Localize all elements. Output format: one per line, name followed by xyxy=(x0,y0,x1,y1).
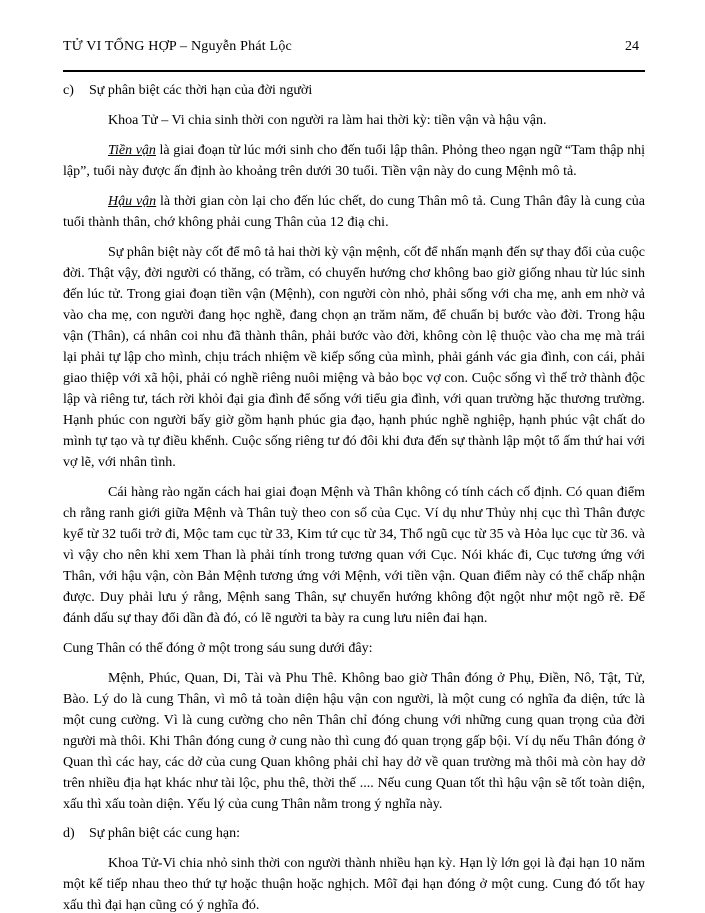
paragraph xyxy=(63,191,645,233)
section-marker: c) xyxy=(63,83,74,98)
paragraph xyxy=(63,668,645,815)
section-heading xyxy=(63,80,645,101)
paragraph xyxy=(63,140,645,182)
page-body xyxy=(63,80,645,913)
section-marker: d) xyxy=(63,826,75,841)
paragraph xyxy=(63,242,645,473)
book-title: TỬ VI TỔNG HỢP – Nguyễn Phát Lộc xyxy=(63,39,292,54)
underlined-term: Hậu vận xyxy=(108,194,157,209)
paragraph xyxy=(63,482,645,629)
paragraph xyxy=(63,638,645,659)
paragraph-text: Cung Thân có thể đóng ở một trong sáu sung dưới đây: xyxy=(63,641,373,656)
paragraph-text: Cái hàng rào ngăn cách hai giai đoạn Mệnh và Thân không có tính cách cố định. Có quan điểm ch rằng ranh giới giữa Mệnh và Thân tuỳ theo con số của Cục. Ví dụ như Thủy nhị cục thì Thân được kyể từ 32 tuổi trở đi, Mộc tam cục từ 33, Kim tứ cục từ 34, Thổ ngũ cục từ 35 và Hỏa lục cục từ 36. và vì vậy cho nên khi xem Than là phải tính trong tương quan với Cục. Nói khác đi, Cục tương ứng với Thân, với hậu vận, còn Bản Mệnh tương ứng với Mệnh, với tiền vận. Quan điểm này có thể chấp nhận được. Duy phải lưu ý rằng, Mệnh sang Thân, sự chuyển hướng không đột ngột như một ngõ rẽ. Để đánh dấu sự thay đổi dần đà đó, có lẽ người ta bày ra cung lưu niên đai hạn. xyxy=(63,485,645,626)
paragraph-text: Mệnh, Phúc, Quan, Di, Tài và Phu Thê. Không bao giờ Thân đóng ở Phụ, Điền, Nô, Tật, Tử, Bào. Lý do là cung Thân, vì mô tả toàn diện hậu vận con người, là một cung có nghĩa đa diện, tức là một cung cường. Vì là cung cường cho nên Thân chỉ đóng chung với những cung quan trọng của đời người mà thôi. Khi Thân đóng cung ở cung nào thì cung đó quan trọng gấp bội. Ví dụ nếu Thân đóng ở Quan thì các hay, các dở của cung Quan không phải chỉ hay dở về quan trường mà thôi mà còn hay dở trên nhiều địa hạt khác như tài lộc, phu thê, thời thế .... Nếu cung Quan tốt thì hậu vận sẽ tốt toàn diện, xấu thì xấu toàn diện. Yếu lý của cung Thân nằm trong ý nghĩa này. xyxy=(63,671,645,812)
page-header xyxy=(63,38,645,56)
paragraph xyxy=(63,110,645,131)
paragraph-text: Khoa Tử – Vi chia sinh thời con người ra làm hai thời kỳ: tiền vận và hậu vận. xyxy=(108,113,547,128)
heading-text: Sự phân biệt các cung hạn: xyxy=(89,826,241,841)
header-rule xyxy=(63,70,645,72)
heading-text: Sự phân biệt các thời hạn của đời người xyxy=(89,83,313,98)
paragraph-text: là giai đoạn từ lúc mới sinh cho đến tuổi lập thân. Phỏng theo ngạn ngữ “Tam thập nhị lập”, tuổi này được ấn định ào khoảng trên dưới 30 tuổi. Tiền vận này do cung Mệnh mô tả. xyxy=(63,143,645,179)
section-heading xyxy=(63,823,645,844)
paragraph xyxy=(63,853,645,913)
page-number: 24 xyxy=(625,39,639,54)
paragraph-text: Sự phân biệt này cốt để mô tả hai thời kỳ vận mệnh, cốt để nhấn mạnh đến sự thay đổi của cuộc đời. Thật vậy, đời người có thăng, có trầm, có chuyển hướng chơ không bao giờ giống nhau từ lúc sinh đến lúc tử. Trong giai đoạn tiền vận (Mệnh), con người còn nhỏ, phải sống với cha mẹ, anh em nhờ vả vào cha mẹ, con người đang học nghề, đang chọn ạn trăm năm, để chuẩn bị bước vào đời. Trong hậu vận (Thân), cá nhân coi nhu đã thành thân, phải bước vào đời, không còn lệ thuộc vào cha mẹ mà trái lại phải tự lập cho mình, chịu trách nhiệm về kiếp sống của mình, phải gánh vác gia đình, con cái, phải giao thiệp với xã hội, phải có nghề riêng nuôi miệng và bảo bọc vợ con. Cuộc sống vì thế trở thành độc lập và riêng tư, tách rời khỏi đại gia đình để sống với tiểu gia đình, với quan trường hặc thương trường. Hạnh phúc con người bấy giờ gồm hạnh phúc gia đạo, hạnh phúc nghề nghiệp, hạnh phúc vật chất do mình tự tạo và tự điều khểnh. Cuộc sống riêng tư đó đôi khi đưa đến sự thành lập một tổ ấm thứ hai với vợ lẽ, với nhân tình. xyxy=(63,245,645,470)
paragraph-text: Khoa Tử-Vi chia nhỏ sinh thời con người thành nhiều hạn kỳ. Hạn lỳ lớn gọi là đại hạn 10 năm một kế tiếp nhau theo thứ tự hoặc thuận hoặc nghịch. Môĩ đại hạn đóng ở một cung. Cung đó tốt hay xấu thì đại hạn cũng có ý nghĩa đó. xyxy=(63,856,645,913)
paragraph-text: là thời gian còn lại cho đến lúc chết, do cung Thân mô tả. Cung Thân đây là cung của tuổi thành thân, chớ không phải cung Thân của 12 điạ chi. xyxy=(63,194,645,230)
underlined-term: Tiền vận xyxy=(108,143,156,158)
